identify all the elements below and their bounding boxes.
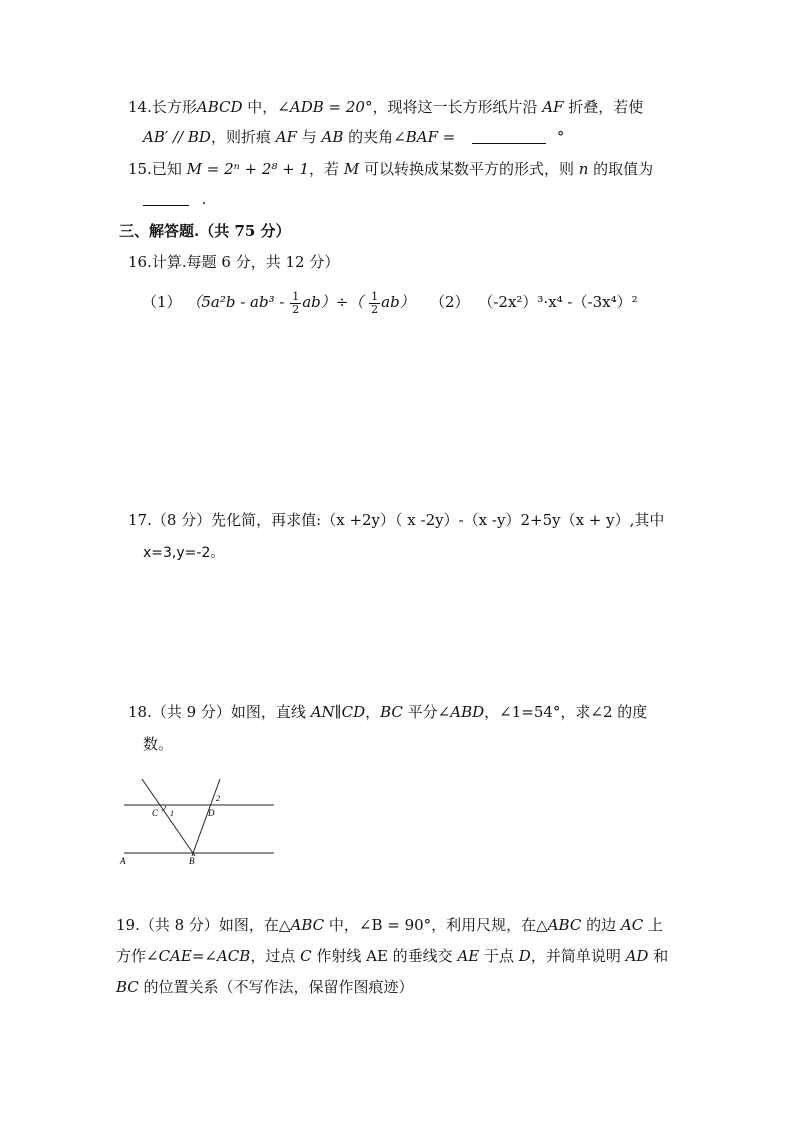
section-3-title: 三、解答题.（共 75 分）	[119, 222, 291, 240]
q15-line-1: 15.已知 M = 2ⁿ + 2⁸ + 1，若 M 可以转换成某数平方的形式，则 n 的取值为	[128, 160, 654, 178]
q14-line-2: AB′ // BD，则折痕 AF 与 AB 的夹角∠BAF = °	[143, 128, 565, 146]
q17-line-2: x=3,y=-2。	[143, 545, 225, 561]
line-bd	[192, 779, 220, 856]
q18-line-2: 数。	[143, 735, 174, 753]
label-c: C	[152, 808, 159, 818]
label-d: D	[208, 808, 215, 818]
line-bc	[142, 779, 195, 856]
q15-answer-blank[interactable]	[143, 191, 189, 206]
q18-line-1: 18.（共 9 分）如图，直线 AN∥CD，BC 平分∠ABD，∠1=54°，求∠2 的度	[128, 703, 648, 721]
q14-answer-blank[interactable]	[472, 129, 546, 144]
q15-number: 15.	[128, 160, 152, 178]
fraction-one-half: $\frac{1}{2}$	[292, 289, 300, 316]
q14-line-1: 14.长方形ABCD 中，∠ADB = 20°，现将这一长方形纸片沿 AF 折叠，若使	[128, 98, 644, 116]
label-2: 2	[216, 794, 220, 803]
q18-geometry-figure	[118, 776, 278, 871]
q17-line-1: 17.（8 分）先化简，再求值:（x +2y）（ x -2y）-（x -y）2+5y（x + y）,其中	[128, 511, 665, 529]
q19-line-3: BC 的位置关系（不写作法，保留作图痕迹）	[116, 978, 414, 996]
q14-number: 14.	[128, 98, 152, 116]
label-a: A	[120, 856, 126, 866]
fraction-one-half-2: $\frac{1}{2}$	[371, 289, 379, 316]
label-b: B	[189, 856, 195, 866]
q16-part-1: （1） （5a²b - ab³ - $\frac{1}{2}$ ab）÷（ $\frac{1}{2}$ ab）	[142, 289, 415, 316]
label-1: 1	[170, 809, 174, 818]
q19-line-2: 方作∠CAE=∠ACB，过点 C 作射线 AE 的垂线交 AE 于点 D，并简单说明 AD 和	[116, 947, 669, 965]
q19-line-1: 19.（共 8 分）如图，在△ABC 中，∠B = 90°，利用尺规，在△ABC 的边 AC 上	[116, 916, 663, 934]
q16-title: 16.计算.每题 6 分，共 12 分）	[128, 253, 340, 271]
q16-part-2: （2） （-2x²）³·x⁴ -（-3x⁴）²	[430, 293, 638, 311]
q15-line-2: .	[143, 189, 207, 209]
